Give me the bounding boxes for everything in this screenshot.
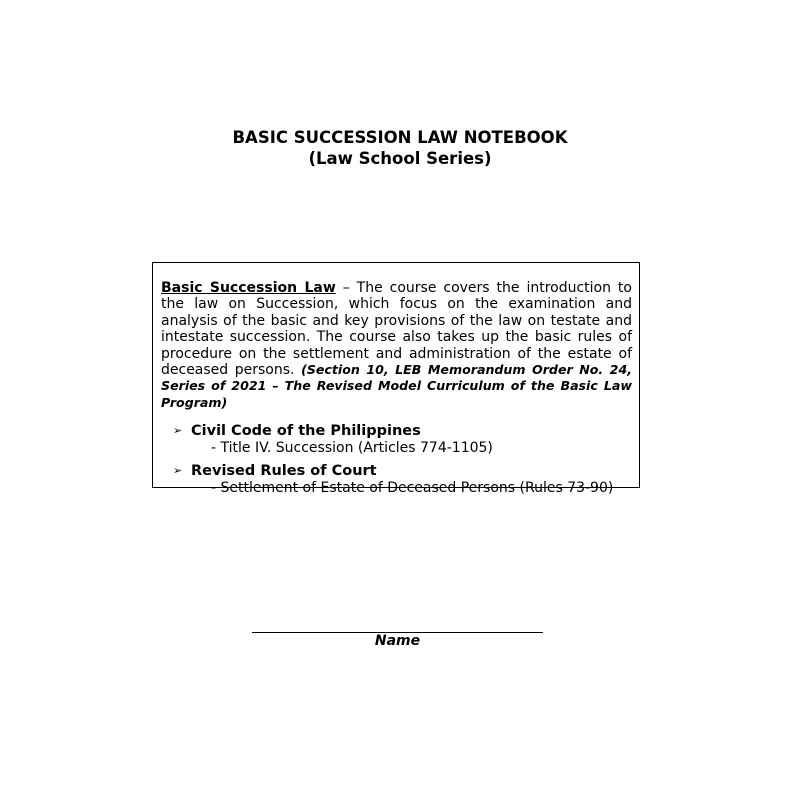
source-list	[161, 422, 632, 497]
source-item	[173, 422, 632, 457]
source-title: Revised Rules of Court	[191, 463, 377, 480]
course-name: Basic Succession Law	[161, 280, 336, 296]
signature-label: Name	[374, 633, 421, 649]
course-citation: (Section 10, LEB Memorandum Order No. 24, Series of 2021 – The Revised Model Curriculum of the Basic Law Program)	[161, 362, 632, 410]
arrow-bullet-icon: ➢	[173, 464, 183, 478]
course-description	[161, 280, 632, 411]
source-subitem: - Title IV. Succession (Articles 774-1105)	[211, 440, 493, 457]
course-description-text: – The course covers the introduction to the law on Succession, which focus on the examination and analysis of the basic and key provisions of the law on testate and intestate succession. The course also takes up the basic rules of procedure on the settlement and administration of the estate of deceased persons.	[161, 280, 632, 379]
arrow-bullet-icon: ➢	[173, 424, 183, 438]
source-subitem: - Settlement of Estate of Deceased Persons (Rules 73-90)	[211, 480, 614, 497]
source-title: Civil Code of the Philippines	[191, 423, 421, 440]
document-title	[0, 127, 800, 169]
course-description-box	[152, 262, 640, 497]
title-line-2: (Law School Series)	[308, 149, 492, 168]
source-item	[173, 462, 632, 497]
title-line-1: BASIC SUCCESSION LAW NOTEBOOK	[232, 128, 568, 147]
